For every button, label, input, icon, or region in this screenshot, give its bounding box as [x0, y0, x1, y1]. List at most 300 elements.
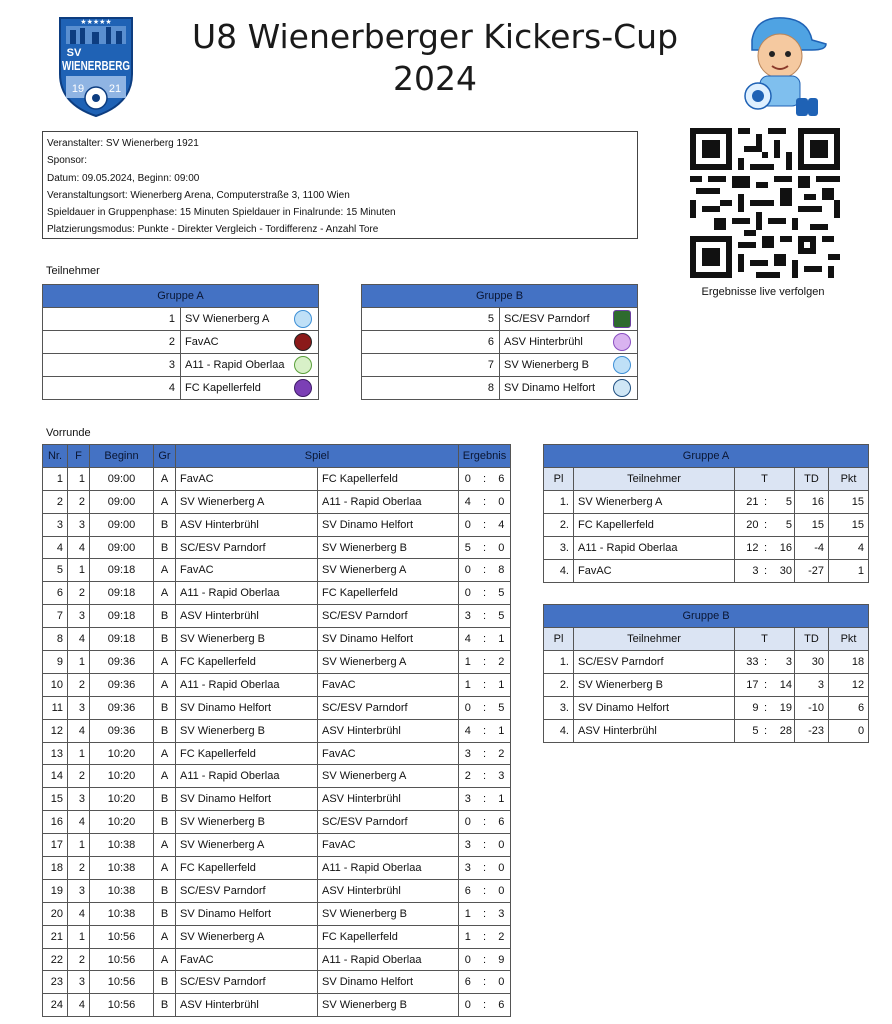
match-home-goals: 0 — [459, 582, 477, 605]
standing-goals-against: 19 — [771, 697, 795, 720]
match-field: 2 — [68, 857, 90, 880]
match-away-goals: 0 — [493, 971, 511, 994]
match-nr: 24 — [43, 994, 68, 1017]
standings-group-a-table — [543, 444, 869, 583]
match-field: 2 — [68, 673, 90, 696]
match-field: 4 — [68, 719, 90, 742]
match-group: A — [154, 742, 176, 765]
standing-points: 0 — [829, 720, 869, 743]
table-row — [43, 902, 511, 925]
match-group: B — [154, 902, 176, 925]
match-beginn: 09:36 — [90, 719, 154, 742]
match-beginn: 10:56 — [90, 994, 154, 1017]
standing-goals-separator: : — [761, 560, 771, 583]
match-score-separator: : — [477, 925, 493, 948]
team-name: SV Dinamo Helfort — [504, 382, 596, 394]
match-home-goals: 1 — [459, 925, 477, 948]
match-nr: 9 — [43, 651, 68, 674]
match-beginn: 10:56 — [90, 925, 154, 948]
standing-goals-separator: : — [761, 720, 771, 743]
match-score-separator: : — [477, 994, 493, 1017]
match-score-separator: : — [477, 834, 493, 857]
standing-goal-diff: -23 — [795, 720, 829, 743]
info-sponsor: Sponsor: — [47, 155, 88, 167]
col-header-teilnehmer: Teilnehmer — [574, 468, 735, 491]
match-home-goals: 0 — [459, 467, 477, 490]
table-row — [544, 514, 869, 537]
teilnehmer-label: Teilnehmer — [46, 265, 100, 277]
match-away-team: SV Wienerberg B — [318, 994, 459, 1017]
standing-place: 1. — [544, 651, 574, 674]
match-away-goals: 2 — [493, 742, 511, 765]
match-away-goals: 2 — [493, 651, 511, 674]
match-score-separator: : — [477, 742, 493, 765]
col-header-nr: Nr. — [43, 445, 68, 468]
col-header-pl: Pl — [544, 628, 574, 651]
match-away-goals: 2 — [493, 925, 511, 948]
svg-text:★★★★★: ★★★★★ — [80, 18, 112, 26]
qr-code[interactable] — [690, 128, 840, 278]
match-home-team: ASV Hinterbrühl — [176, 994, 318, 1017]
standing-goals-for: 21 — [735, 491, 761, 514]
team-number: 5 — [362, 308, 500, 331]
standings-group-b-table — [543, 604, 869, 743]
standing-goals-separator: : — [761, 491, 771, 514]
match-nr: 13 — [43, 742, 68, 765]
match-home-team: FavAC — [176, 559, 318, 582]
match-nr: 10 — [43, 673, 68, 696]
table-row — [544, 720, 869, 743]
team-badge-icon — [613, 310, 631, 328]
table-row — [362, 377, 638, 400]
title-line-2: 2024 — [393, 59, 477, 98]
match-group: B — [154, 605, 176, 628]
match-beginn: 10:20 — [90, 788, 154, 811]
match-away-goals: 6 — [493, 994, 511, 1017]
match-score-separator: : — [477, 536, 493, 559]
table-row — [43, 834, 511, 857]
team-name: FavAC — [185, 336, 219, 348]
match-home-team: ASV Hinterbrühl — [176, 605, 318, 628]
match-away-team: FC Kapellerfeld — [318, 467, 459, 490]
table-row — [362, 308, 638, 331]
match-home-goals: 0 — [459, 559, 477, 582]
table-row — [544, 697, 869, 720]
standing-goals-against: 30 — [771, 560, 795, 583]
match-nr: 4 — [43, 536, 68, 559]
match-score-separator: : — [477, 788, 493, 811]
match-field: 3 — [68, 696, 90, 719]
match-beginn: 10:20 — [90, 742, 154, 765]
logo-year-right: 21 — [108, 83, 122, 95]
match-group: B — [154, 788, 176, 811]
match-home-team: SC/ESV Parndorf — [176, 971, 318, 994]
standing-team: SV Wienerberg B — [574, 674, 735, 697]
table-row — [43, 582, 511, 605]
team-badge-icon — [294, 356, 312, 374]
table-row — [43, 490, 511, 513]
team-name: SC/ESV Parndorf — [504, 313, 590, 325]
match-away-team: SV Wienerberg B — [318, 902, 459, 925]
table-row — [43, 467, 511, 490]
match-group: A — [154, 467, 176, 490]
match-away-team: SV Wienerberg B — [318, 536, 459, 559]
table-row — [43, 308, 319, 331]
match-score-separator: : — [477, 490, 493, 513]
match-home-team: A11 - Rapid Oberlaa — [176, 582, 318, 605]
match-beginn: 09:36 — [90, 673, 154, 696]
match-away-goals: 0 — [493, 490, 511, 513]
standing-goals-for: 9 — [735, 697, 761, 720]
table-row — [43, 742, 511, 765]
standing-place: 4. — [544, 720, 574, 743]
standing-goals-for: 5 — [735, 720, 761, 743]
standing-goal-diff: 15 — [795, 514, 829, 537]
match-home-goals: 3 — [459, 857, 477, 880]
match-away-goals: 5 — [493, 605, 511, 628]
standing-goals-separator: : — [761, 514, 771, 537]
table-row — [43, 765, 511, 788]
match-home-team: FC Kapellerfeld — [176, 651, 318, 674]
match-score-separator: : — [477, 582, 493, 605]
match-group: A — [154, 673, 176, 696]
match-home-team: SC/ESV Parndorf — [176, 879, 318, 902]
standing-goal-diff: -27 — [795, 560, 829, 583]
standing-points: 18 — [829, 651, 869, 674]
match-score-separator: : — [477, 857, 493, 880]
match-group: A — [154, 948, 176, 971]
match-field: 1 — [68, 559, 90, 582]
qr-caption: Ergebnisse live verfolgen — [701, 286, 825, 298]
table-row — [43, 628, 511, 651]
standing-goals-against: 5 — [771, 514, 795, 537]
match-home-goals: 0 — [459, 994, 477, 1017]
match-group: B — [154, 879, 176, 902]
standing-goal-diff: 16 — [795, 491, 829, 514]
match-away-goals: 0 — [493, 536, 511, 559]
match-field: 2 — [68, 948, 90, 971]
match-beginn: 09:00 — [90, 513, 154, 536]
standing-points: 15 — [829, 514, 869, 537]
match-home-goals: 0 — [459, 513, 477, 536]
match-home-goals: 3 — [459, 742, 477, 765]
match-away-team: A11 - Rapid Oberlaa — [318, 857, 459, 880]
col-header-spiel: Spiel — [176, 445, 459, 468]
match-nr: 16 — [43, 811, 68, 834]
match-away-goals: 0 — [493, 879, 511, 902]
match-home-team: ASV Hinterbrühl — [176, 513, 318, 536]
match-beginn: 10:38 — [90, 902, 154, 925]
logo-year-left: 19 — [71, 83, 85, 95]
team-name: A11 - Rapid Oberlaa — [185, 359, 285, 371]
match-score-separator: : — [477, 696, 493, 719]
col-header-td: TD — [795, 468, 829, 491]
match-group: B — [154, 513, 176, 536]
match-beginn: 09:00 — [90, 467, 154, 490]
match-away-team: FC Kapellerfeld — [318, 925, 459, 948]
match-group: B — [154, 696, 176, 719]
team-badge-icon — [613, 333, 631, 351]
standing-team: FavAC — [574, 560, 735, 583]
match-score-separator: : — [477, 948, 493, 971]
match-home-goals: 6 — [459, 879, 477, 902]
match-home-team: SV Dinamo Helfort — [176, 902, 318, 925]
standing-goals-against: 14 — [771, 674, 795, 697]
match-home-team: SC/ESV Parndorf — [176, 536, 318, 559]
match-home-team: SV Wienerberg B — [176, 719, 318, 742]
table-row — [43, 651, 511, 674]
match-field: 4 — [68, 902, 90, 925]
standing-team: FC Kapellerfeld — [574, 514, 735, 537]
match-field: 4 — [68, 628, 90, 651]
match-away-goals: 3 — [493, 765, 511, 788]
match-beginn: 09:36 — [90, 651, 154, 674]
match-nr: 22 — [43, 948, 68, 971]
group-b-participants-table — [361, 284, 638, 400]
table-row — [544, 674, 869, 697]
standing-goal-diff: 30 — [795, 651, 829, 674]
standing-points: 15 — [829, 491, 869, 514]
match-away-team: FC Kapellerfeld — [318, 582, 459, 605]
col-header-pkt: Pkt — [829, 628, 869, 651]
match-field: 4 — [68, 994, 90, 1017]
match-score-separator: : — [477, 673, 493, 696]
match-away-team: SV Dinamo Helfort — [318, 513, 459, 536]
match-home-goals: 5 — [459, 536, 477, 559]
match-home-goals: 6 — [459, 971, 477, 994]
match-away-goals: 0 — [493, 834, 511, 857]
standing-goals-against: 28 — [771, 720, 795, 743]
table-row — [43, 811, 511, 834]
match-home-team: A11 - Rapid Oberlaa — [176, 765, 318, 788]
team-number: 1 — [43, 308, 181, 331]
standing-team: SV Wienerberg A — [574, 491, 735, 514]
team-name: ASV Hinterbrühl — [504, 336, 583, 348]
table-row — [362, 331, 638, 354]
match-home-goals: 3 — [459, 605, 477, 628]
col-header-beginn: Beginn — [90, 445, 154, 468]
match-home-team: SV Wienerberg A — [176, 834, 318, 857]
table-row — [544, 537, 869, 560]
table-row — [43, 513, 511, 536]
match-group: A — [154, 651, 176, 674]
table-row — [43, 673, 511, 696]
match-field: 1 — [68, 742, 90, 765]
match-nr: 12 — [43, 719, 68, 742]
match-field: 4 — [68, 811, 90, 834]
team-name: SV Wienerberg B — [504, 359, 589, 371]
standing-goals-for: 12 — [735, 537, 761, 560]
standing-goals-separator: : — [761, 537, 771, 560]
match-beginn: 09:00 — [90, 536, 154, 559]
vorrunde-label: Vorrunde — [46, 427, 91, 439]
match-home-team: SV Wienerberg B — [176, 628, 318, 651]
match-away-goals: 9 — [493, 948, 511, 971]
info-ort: Veranstaltungsort: Wienerberg Arena, Computerstraße 3, 1100 Wien — [47, 189, 350, 201]
match-field: 3 — [68, 605, 90, 628]
match-nr: 8 — [43, 628, 68, 651]
table-row — [43, 879, 511, 902]
standings-a-title: Gruppe A — [544, 445, 869, 468]
standing-place: 1. — [544, 491, 574, 514]
match-field: 1 — [68, 467, 90, 490]
info-veranstalter: Veranstalter: SV Wienerberg 1921 — [47, 138, 199, 149]
match-group: B — [154, 811, 176, 834]
standing-goals-against: 5 — [771, 491, 795, 514]
match-field: 3 — [68, 788, 90, 811]
standing-place: 3. — [544, 537, 574, 560]
match-home-goals: 3 — [459, 834, 477, 857]
standing-goals-for: 20 — [735, 514, 761, 537]
match-beginn: 09:18 — [90, 582, 154, 605]
standing-goal-diff: 3 — [795, 674, 829, 697]
match-away-team: FavAC — [318, 742, 459, 765]
table-row — [43, 925, 511, 948]
col-header-group: Gr — [154, 445, 176, 468]
match-home-team: FC Kapellerfeld — [176, 742, 318, 765]
team-number: 2 — [43, 331, 181, 354]
match-away-goals: 6 — [493, 467, 511, 490]
match-away-team: FavAC — [318, 673, 459, 696]
club-logo — [52, 12, 140, 118]
match-group: A — [154, 559, 176, 582]
match-away-team: SV Wienerberg A — [318, 559, 459, 582]
match-away-goals: 3 — [493, 902, 511, 925]
match-field: 4 — [68, 536, 90, 559]
match-away-team: A11 - Rapid Oberlaa — [318, 948, 459, 971]
match-home-team: SV Wienerberg A — [176, 490, 318, 513]
table-row — [43, 948, 511, 971]
match-score-separator: : — [477, 605, 493, 628]
match-home-goals: 1 — [459, 651, 477, 674]
match-beginn: 10:56 — [90, 971, 154, 994]
match-nr: 6 — [43, 582, 68, 605]
team-badge-icon — [294, 333, 312, 351]
match-nr: 21 — [43, 925, 68, 948]
team-badge-icon — [613, 379, 631, 397]
match-home-team: SV Wienerberg B — [176, 811, 318, 834]
table-row — [362, 354, 638, 377]
standing-goal-diff: -10 — [795, 697, 829, 720]
col-header-pkt: Pkt — [829, 468, 869, 491]
table-row — [43, 331, 319, 354]
match-group: B — [154, 628, 176, 651]
table-row — [544, 560, 869, 583]
match-nr: 7 — [43, 605, 68, 628]
match-nr: 18 — [43, 857, 68, 880]
team-number: 6 — [362, 331, 500, 354]
team-badge-icon — [294, 310, 312, 328]
standing-points: 12 — [829, 674, 869, 697]
table-row — [43, 354, 319, 377]
match-score-separator: : — [477, 719, 493, 742]
standing-goals-separator: : — [761, 651, 771, 674]
match-field: 1 — [68, 834, 90, 857]
match-group: B — [154, 994, 176, 1017]
match-score-separator: : — [477, 628, 493, 651]
match-beginn: 09:00 — [90, 490, 154, 513]
match-home-team: SV Wienerberg A — [176, 925, 318, 948]
match-field: 1 — [68, 651, 90, 674]
standing-goal-diff: -4 — [795, 537, 829, 560]
match-nr: 2 — [43, 490, 68, 513]
match-score-separator: : — [477, 971, 493, 994]
match-nr: 23 — [43, 971, 68, 994]
table-row — [43, 788, 511, 811]
match-beginn: 10:56 — [90, 948, 154, 971]
match-beginn: 09:18 — [90, 559, 154, 582]
match-away-goals: 5 — [493, 582, 511, 605]
match-score-separator: : — [477, 811, 493, 834]
group-a-title: Gruppe A — [43, 285, 319, 308]
team-number: 7 — [362, 354, 500, 377]
table-row — [43, 857, 511, 880]
match-group: B — [154, 971, 176, 994]
match-score-separator: : — [477, 765, 493, 788]
match-score-separator: : — [477, 879, 493, 902]
table-row — [43, 994, 511, 1017]
col-header-teilnehmer: Teilnehmer — [574, 628, 735, 651]
title-line-1: U8 Wienerberger Kickers-Cup — [191, 17, 679, 56]
info-modus: Platzierungsmodus: Punkte - Direkter Vergleich - Tordifferenz - Anzahl Tore — [47, 224, 379, 236]
match-home-goals: 0 — [459, 948, 477, 971]
match-home-goals: 0 — [459, 811, 477, 834]
team-number: 3 — [43, 354, 181, 377]
match-home-goals: 1 — [459, 902, 477, 925]
match-away-goals: 1 — [493, 628, 511, 651]
standing-goals-against: 16 — [771, 537, 795, 560]
match-away-goals: 1 — [493, 673, 511, 696]
standing-team: SV Dinamo Helfort — [574, 697, 735, 720]
team-number: 8 — [362, 377, 500, 400]
standings-b-title: Gruppe B — [544, 605, 869, 628]
logo-name-text: WIENERBERG — [62, 58, 130, 73]
match-nr: 3 — [43, 513, 68, 536]
match-away-team: SV Wienerberg A — [318, 765, 459, 788]
match-home-goals: 2 — [459, 765, 477, 788]
match-away-goals: 8 — [493, 559, 511, 582]
standing-goals-for: 17 — [735, 674, 761, 697]
table-row — [544, 651, 869, 674]
match-away-team: SC/ESV Parndorf — [318, 696, 459, 719]
match-score-separator: : — [477, 513, 493, 536]
standing-goals-separator: : — [761, 674, 771, 697]
match-beginn: 10:38 — [90, 834, 154, 857]
standing-place: 2. — [544, 514, 574, 537]
match-home-team: SV Dinamo Helfort — [176, 788, 318, 811]
match-away-goals: 1 — [493, 719, 511, 742]
match-group: A — [154, 834, 176, 857]
team-number: 4 — [43, 377, 181, 400]
match-away-team: ASV Hinterbrühl — [318, 719, 459, 742]
col-header-tore: T — [735, 468, 795, 491]
standing-team: A11 - Rapid Oberlaa — [574, 537, 735, 560]
standing-points: 4 — [829, 537, 869, 560]
match-nr: 20 — [43, 902, 68, 925]
table-row — [43, 719, 511, 742]
match-score-separator: : — [477, 559, 493, 582]
group-a-participants-table — [42, 284, 319, 400]
match-away-goals: 0 — [493, 857, 511, 880]
match-away-team: ASV Hinterbrühl — [318, 788, 459, 811]
standing-points: 6 — [829, 697, 869, 720]
info-datum: Datum: 09.05.2024, Beginn: 09:00 — [47, 172, 200, 184]
match-home-team: FavAC — [176, 948, 318, 971]
match-nr: 15 — [43, 788, 68, 811]
standing-goals-for: 33 — [735, 651, 761, 674]
match-nr: 14 — [43, 765, 68, 788]
match-score-separator: : — [477, 467, 493, 490]
